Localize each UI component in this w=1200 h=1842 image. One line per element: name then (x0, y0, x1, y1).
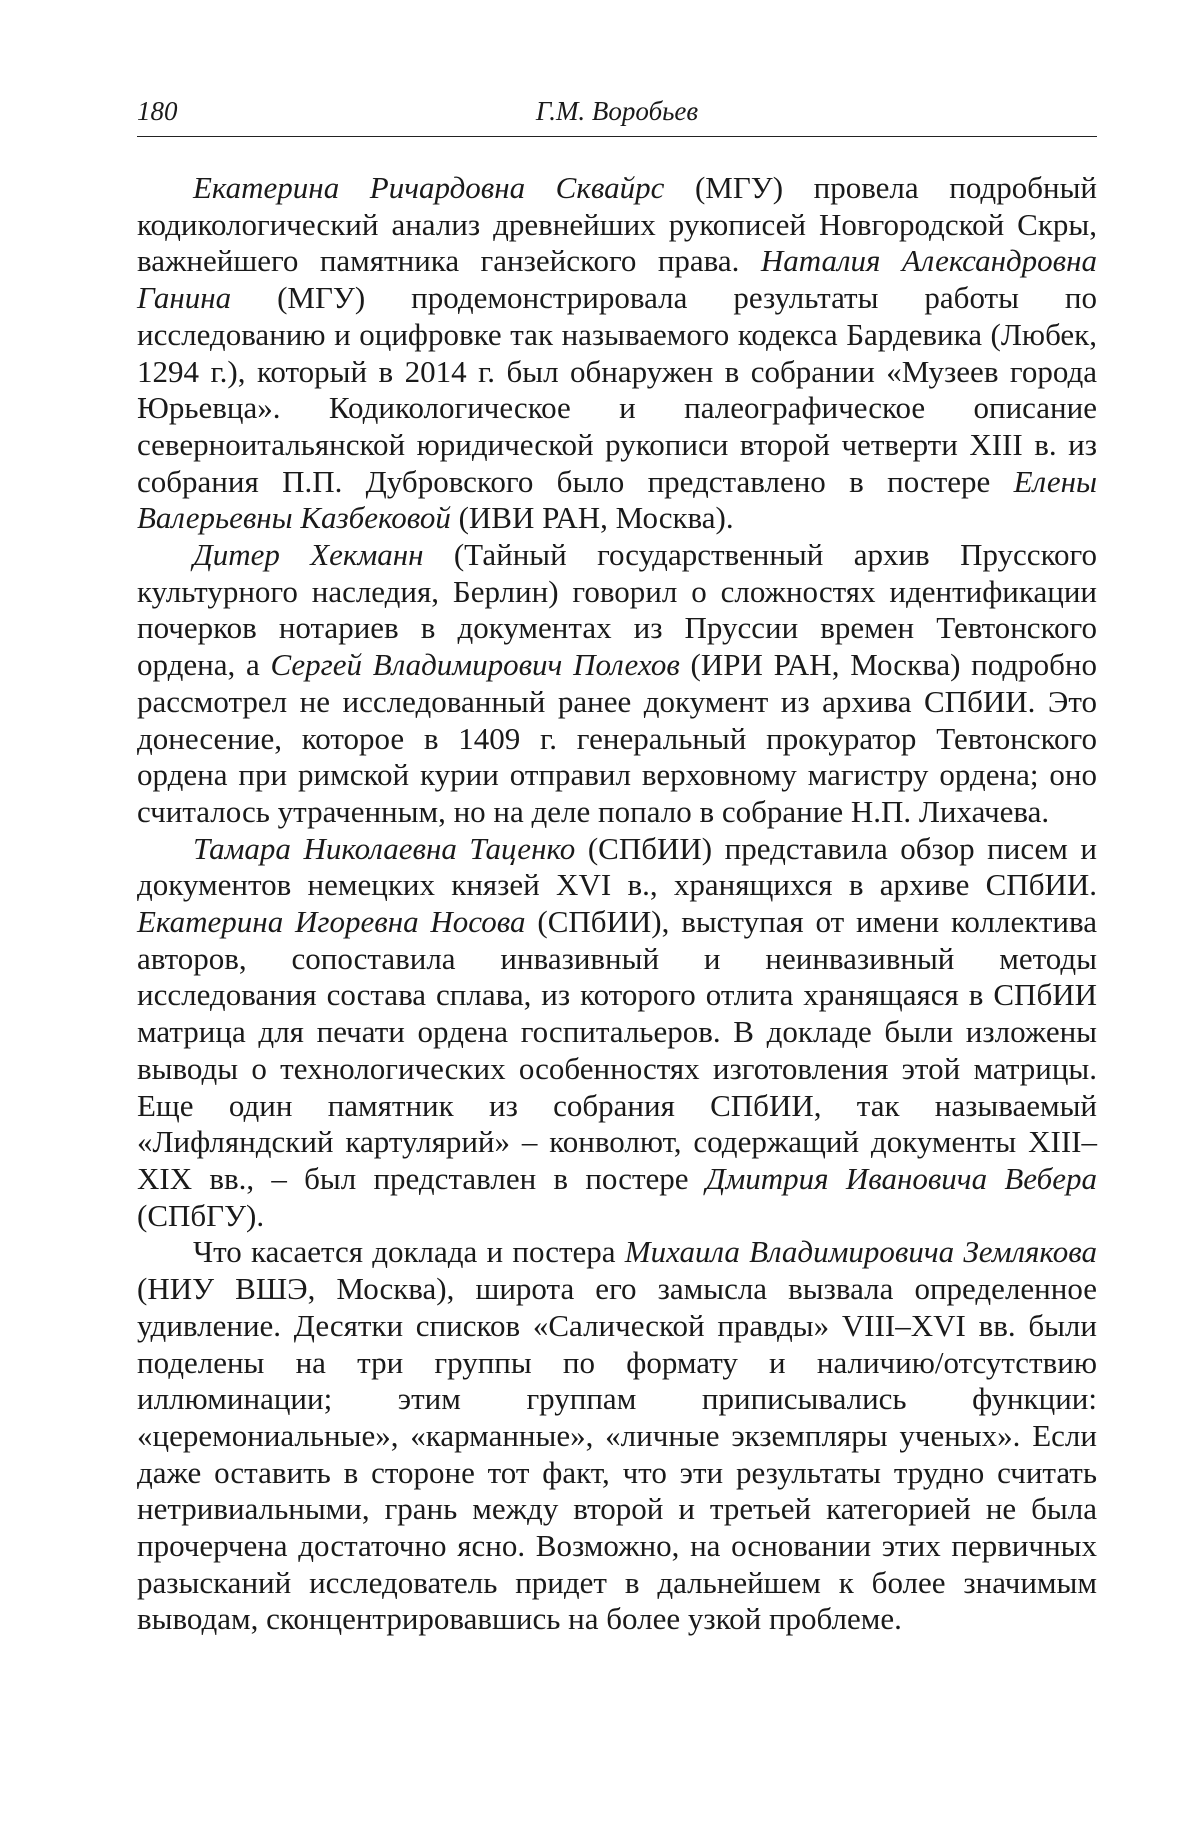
paragraph-text: Что касается доклада и постера (193, 1234, 625, 1269)
author-name: Екатерина Ричардовна Сквайрс (193, 170, 664, 205)
paragraph-text: (ИРИ РАН, Москва) подробно рассмотрел не исследованный ранее документ из архива СПбИИ. Это донесение, которое в 1409 г. генеральный прокуратор Тевтонского ордена при римской курии отправил верховному магистру ордена; оно считалось утраченным, но на деле попало в собрание Н.П. Лихачева. (137, 647, 1097, 829)
author-name: Сергей Владимирович Полехов (271, 647, 680, 682)
paragraph (137, 831, 1097, 1235)
author-name: Екатерина Игоревна Носова (137, 904, 526, 939)
paragraph (137, 1234, 1097, 1638)
paragraph-text: (СПбИИ) представила обзор писем и документов немецких князей XVI в., хранящихся в архиве СПбИИ. (137, 831, 1097, 903)
page-header (137, 96, 1097, 137)
paragraph-text: (МГУ) провела подробный кодикологический анализ древнейших рукописей Новгородской Скры, важнейшего памятника ганзейского права. (137, 170, 1097, 278)
paragraph-text: (НИУ ВШЭ, Москва), широта его замысла вызвала определенное удивление. Десятки списков «Салической правды» VIII–XVI вв. были поделены на три группы по формату и наличию/отсутствию иллюминации; этим группам приписывались функции: «церемониальные», «карманные», «личные экземпляры ученых». Если даже оставить в стороне тот факт, что эти результаты трудно считать нетривиальными, грань между второй и третьей категорией не была прочерчена достаточно ясно. Возможно, на основании этих первичных разысканий исследователь придет в дальнейшем к более значимым выводам, сконцентрировавшись на более узкой проблеме. (137, 1271, 1097, 1636)
author-name: Тамара Николаевна Таценко (193, 831, 575, 866)
page-number: 180 (137, 96, 178, 127)
paragraph-text: (Тайный государственный архив Прусского культурного наследия, Берлин) говорил о сложностях идентификации почерков нотариев в документах из Пруссии времен Тевтонского ордена, а (137, 537, 1097, 682)
running-head: Г.М. Воробьев (137, 96, 1097, 127)
paragraph (137, 537, 1097, 831)
paragraph-text: (СПбГУ). (137, 1198, 264, 1233)
paragraph-text: (СПбИИ), выступая от имени коллектива авторов, сопоставила инвазивный и неинвазивный методы исследования состава сплава, из которого отлита хранящаяся в СПбИИ матрица для печати ордена госпитальеров. В докладе были изложены выводы о технологических особенностях изготовления этой матрицы. Еще один памятник из собрания СПбИИ, так называемый «Лифляндский картулярий» – конволют, содержащий документы XIII–XIX вв., – был представлен в постере (137, 904, 1097, 1196)
author-name: Дитер Хекманн (193, 537, 423, 572)
paragraph-text: (МГУ) продемонстрировала результаты работы по исследованию и оцифровке так называемого кодекса Бардевика (Любек, 1294 г.), который в 2014 г. был обнаружен в собрании «Музеев города Юрьевца». Кодикологическое и палеографическое описание северноитальянской юридической рукописи второй четверти XIII в. из собрания П.П. Дубровского было представлено в постере (137, 280, 1097, 499)
body-text (137, 170, 1097, 1638)
author-name: Дмитрия Ивановича Вебера (706, 1161, 1097, 1196)
author-name: Наталия Александровна Ганина (137, 243, 1097, 315)
paragraph (137, 170, 1097, 537)
paragraph-text: (ИВИ РАН, Москва). (451, 500, 734, 535)
author-name: Михаила Владимировича Землякова (625, 1234, 1097, 1269)
author-name: Елены Валерьевны Казбековой (137, 464, 1097, 536)
